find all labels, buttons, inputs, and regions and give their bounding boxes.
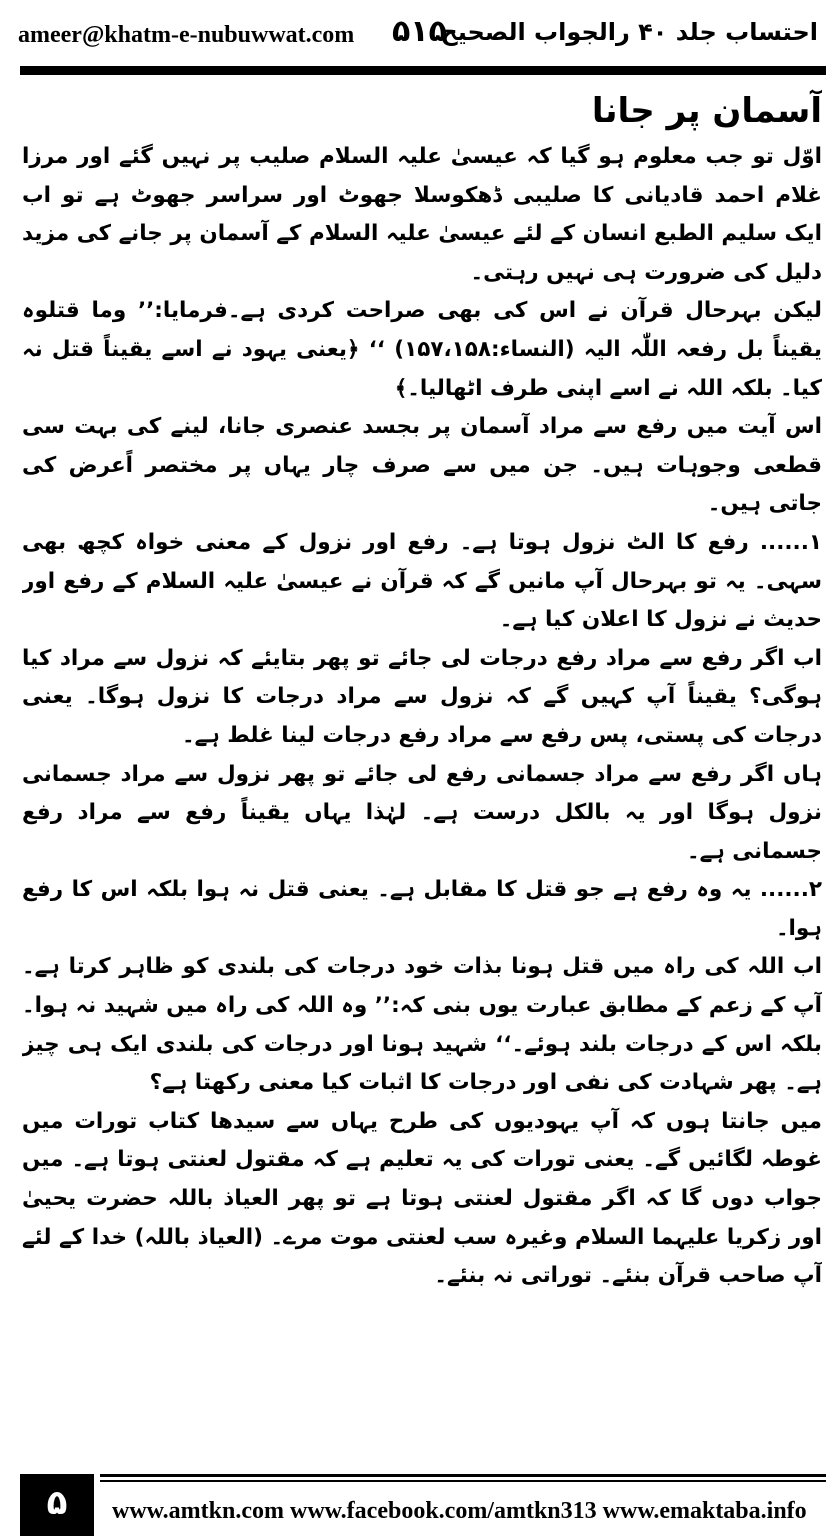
page-body bbox=[22, 88, 822, 1474]
footer-page-index: ۵ bbox=[20, 1474, 94, 1536]
page-footer bbox=[0, 1474, 840, 1540]
paragraph: اوّل تو جب معلوم ہو گیا کہ عیسیٰ علیہ السلام صلیب پر نہیں گئے اور مرزا غلام احمد قادیانی کا صلیبی ڈھکوسلا جھوٹ اور سراسر جھوٹ ہے تو اب ایک سلیم الطبع انسان کے لئے عیسیٰ علیہ السلام کے آسمان پر جانے کی مزید دلیل کی ضرورت ہی نہیں رہتی۔ bbox=[22, 144, 822, 285]
paragraph: ۲...... یہ وہ رفع ہے جو قتل کا مقابل ہے۔ یعنی قتل نہ ہوا بلکہ اس کا رفع ہوا۔ bbox=[22, 877, 822, 941]
page-header bbox=[0, 0, 840, 64]
paragraph: اب اگر رفع سے مراد رفع درجات لی جائے تو پھر بتایئے کہ نزول سے مراد کیا ہوگی؟ یقیناً آپ کہیں گے کہ نزول سے مراد درجات کا نزول ہوگا۔ یعنی درجات کی پستی، پس رفع سے مراد رفع درجات لینا غلط ہے۔ bbox=[22, 645, 822, 748]
paragraph: میں جانتا ہوں کہ آپ یہودیوں کی طرح یہاں سے سیدھا کتاب تورات میں غوطہ لگائیں گے۔ یعنی تورات کی یہ تعلیم ہے کہ مقتول لعنتی ہوتا ہے۔ میں جواب دوں گا کہ اگر مقتول لعنتی ہوتا ہے تو پھر العیاذ باللہ حضرت یحییٰ اور زکریا علیہما السلام وغیرہ سب لعنتی موت مرے۔ (العیاذ باللہ) خدا کے لئے آپ صاحب قرآن بنئے۔ توراتی نہ بنئے۔ bbox=[22, 1108, 822, 1289]
section-title: آسمان پر جانا bbox=[591, 91, 822, 131]
footer-divider bbox=[100, 1474, 826, 1477]
footer-divider-secondary bbox=[100, 1480, 826, 1482]
paragraph: لیکن بہرحال قرآن نے اس کی بھی صراحت کردی ہے۔فرمایا:’’ وما قتلوہ یقیناً بل رفعہ اللّٰہ الیہ (النساء:۱۵۷،۱۵۸) ‘‘ ﴿یعنی یہود نے اسے یقیناً قتل نہ کیا۔ بلکہ اللہ نے اسے اپنی طرف اٹھالیا۔﴾ bbox=[22, 298, 822, 401]
footer-links[interactable]: www.amtkn.com www.facebook.com/amtkn313 www.emaktaba.info bbox=[112, 1498, 807, 1524]
header-page-number: ۵۱۵ bbox=[392, 14, 447, 49]
header-email: ameer@khatm-e-nubuwwat.com bbox=[18, 22, 355, 48]
header-book-title: احتساب جلد ۴۰ رالجواب الصحیح bbox=[440, 18, 818, 46]
paragraph: ہاں اگر رفع سے مراد جسمانی رفع لی جائے تو پھر نزول سے مراد جسمانی نزول ہوگا اور یہ بالکل درست ہے۔ لہٰذا یہاں یقیناً رفع سے مراد رفع جسمانی ہے۔ bbox=[22, 761, 822, 864]
header-divider bbox=[20, 66, 826, 75]
paragraph: اس آیت میں رفع سے مراد آسمان پر بجسد عنصری جانا، لینے کی بہت سی قطعی وجوہات ہیں۔ جن میں سے صرف چار یہاں پر مختصر اًعرض کی جاتی ہیں۔ bbox=[22, 414, 822, 517]
paragraph: ۱...... رفع کا الٹ نزول ہوتا ہے۔ رفع اور نزول کے معنی خواہ کچھ بھی سہی۔ یہ تو بہرحال آپ مانیں گے کہ قرآن نے عیسیٰ علیہ السلام کے رفع اور حدیث نے نزول کا اعلان کیا ہے۔ bbox=[22, 529, 822, 633]
paragraph: اب اللہ کی راہ میں قتل ہونا بذات خود درجات کی بلندی کو ظاہر کرتا ہے۔ آپ کے زعم کے مطابق عبارت یوں بنی کہ:’’ وہ اللہ کی راہ میں شہید نہ ہوا۔ بلکہ اس کے درجات بلند ہوئے۔‘‘ شہید ہونا اور درجات کی بلندی ایک ہی چیز ہے۔ پھر شہادت کی نفی اور درجات کا اثبات کیا معنی رکھتا ہے؟ bbox=[22, 954, 822, 1096]
